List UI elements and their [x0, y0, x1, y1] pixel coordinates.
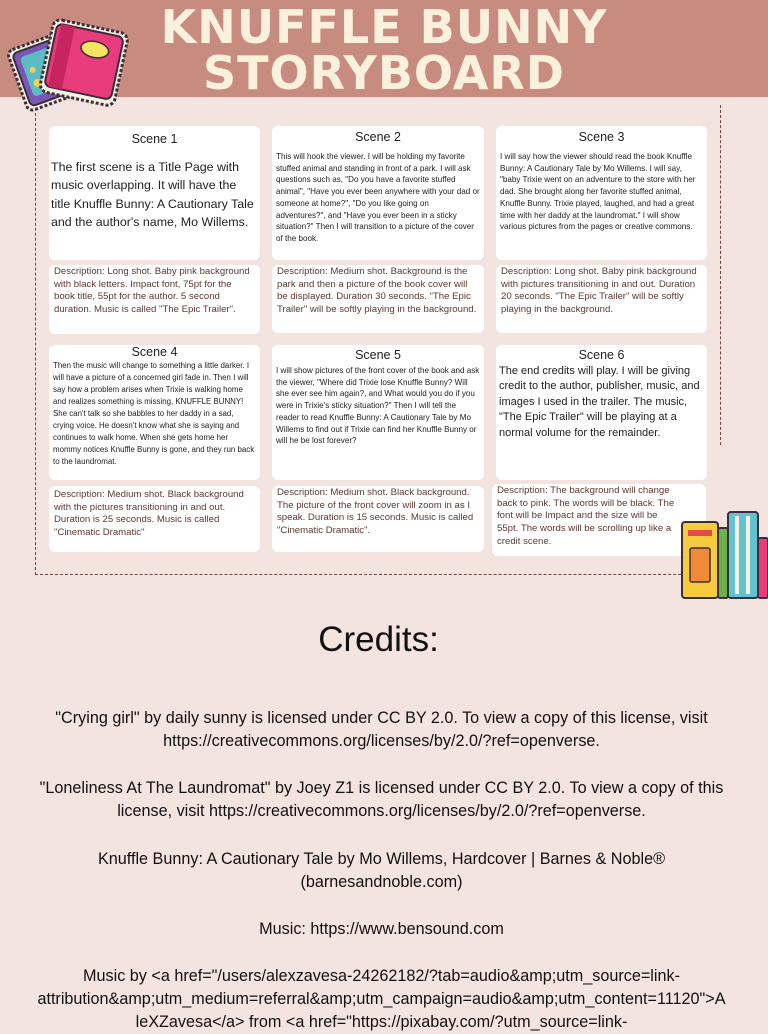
scene-2-text: This will hook the viewer. I will be holding my favorite stuffed animal and standing in front of a park. I will ask questions such as, "Do you have a favorite stuffed animal", "Have you ever been anywhere with your dad or someone at home?", "Do you like going on adventures?", and "Have you ever been in a sticky situation?" Then I will transition to a picture of the cover of the book. — [276, 152, 480, 243]
scene-5-card — [272, 345, 484, 480]
credits-heading: Credits: — [318, 620, 439, 659]
scene-1-description: Description: Long shot. Baby pink background with black letters. Impact font, 75pt for the book title, 55pt for the author. 5 second duration. Music is called "The Epic Trailer". — [49, 265, 260, 334]
scene-2-description: Description: Medium shot. Background is the park and then a picture of the book cover will be displayed. Duration 30 seconds. "The Epic Trailer" will be softly playing in the background. — [272, 265, 484, 333]
title-line-1: KNUFFLE BUNNY — [160, 0, 608, 54]
scene-1-text: The first scene is a Title Page with music overlapping. It will have the title Knuffle Bunny: A Cautionary Tale and the author's name, Mo Willems. — [51, 160, 254, 229]
scene-4-card — [49, 345, 260, 480]
scene-1-title: Scene 1 — [131, 132, 178, 146]
scene-6-title: Scene 6 — [578, 348, 625, 362]
credit-music-line-2: attribution&amp;utm_medium=referral&amp;utm_campaign=audio&amp;utm_content=11120">A — [37, 990, 726, 1008]
scene-3-card — [496, 126, 707, 260]
scene-6-text: The end credits will play. I will be giving credit to the author, publisher, music, and images I used in the trailer. The music, "The Epic Trailer" will be playing at a normal volume for the remainder. — [499, 365, 700, 439]
credit-laundromat: "Loneliness At The Laundromat" by Joey Z1 is licensed under CC BY 2.0. To view a copy of this license, visit https://creativecommons.org/licenses/by/2.0/?ref=openverse. — [39, 779, 724, 820]
books-icon — [680, 508, 768, 600]
scene-1-card — [49, 126, 260, 260]
page-title — [150, 0, 618, 100]
scene-4-description: Description: Medium shot. Black background with the pictures transitioning in and out. Duration is 25 seconds. Music is called "Cinematic Dramatic" — [49, 486, 260, 552]
scene-5-description: Description: Medium shot. Black background. The picture of the front cover will zoom in as I speak. Duration is 15 seconds. Music is called "Cinematic Dramatic". — [272, 486, 484, 552]
scene-4-title: Scene 4 — [131, 345, 178, 359]
credit-music-line-1: Music by <a href="/users/alexzavesa-24262182/?tab=audio&amp;utm_source=link- — [83, 967, 680, 985]
book-stack-icon — [6, 2, 138, 114]
credit-music-line-3: leXZavesa</a> from <a href="https://pixabay.com/?utm_source=link- — [135, 1013, 628, 1031]
scene-3-text: I will say how the viewer should read the book Knuffle Bunny: A Cautionary Tale by Mo Willems. I will say, "baby Trixie went on an adventure to the store with her dad. She brought along her favorite stuffed animal, Knuffle Bunny. Trixie played, laughed, and had a great time with her daddy at the laundromat." I will show various pictures from the pages or creative commons. — [500, 152, 696, 232]
title-line-2: STORYBOARD — [203, 46, 565, 100]
scene-3-description: Description: Long shot. Baby pink background with pictures transitioning in and out. Duration 20 seconds. "The Epic Trailer" will be softly playing in the background. — [496, 265, 707, 333]
scene-2-title: Scene 2 — [355, 130, 401, 144]
storyboard-frame-right-edge — [720, 105, 721, 445]
credit-book: Knuffle Bunny: A Cautionary Tale by Mo Willems, Hardcover | Barnes & Noble® (barnesandnoble.com) — [97, 850, 666, 891]
scene-5-text: I will show pictures of the front cover of the book and ask the viewer, "Where did Trixie lose Knuffle Bunny? Will she ever see him again?, and What would you do if you were in Trixie's sticky situation?" Then I will tell the reader to read Knuffle Bunny: A Cautionary Tale by Mo Willems to find out if Trixie can find her Knuffle Bunny or will he be lost forever? — [276, 366, 480, 446]
scene-3-title: Scene 3 — [578, 130, 625, 144]
credit-crying-girl: "Crying girl" by daily sunny is licensed under CC BY 2.0. To view a copy of this license, visit https://creativecommons.org/licenses/by/2.0/?ref=openverse. — [55, 709, 708, 750]
scene-2-card — [272, 126, 484, 260]
scene-5-title: Scene 5 — [355, 348, 401, 362]
scene-6-description: Description: The background will change back to pink. The words will be black. The font will be Impact and the size will be 55pt. The words will be scrolling up like a credit scene. — [492, 484, 706, 556]
scene-6-card — [496, 345, 707, 480]
credit-music-bensound: Music: https://www.bensound.com — [259, 920, 504, 938]
scene-4-text: Then the music will change to something a little darker. I will have a picture of a concerned girl fade in. Then I will say how a problem arises when Trixie is walking home and realizes something is missing, KNUFFLE BUNNY! She can't talk so she babbles to her daddy in a sad, crying voice. He doesn't know what she is saying and continues to walk home. When she gets home her mommy notices Knuffle Bunny is gone, and they run back to the laundromat. — [53, 361, 255, 466]
